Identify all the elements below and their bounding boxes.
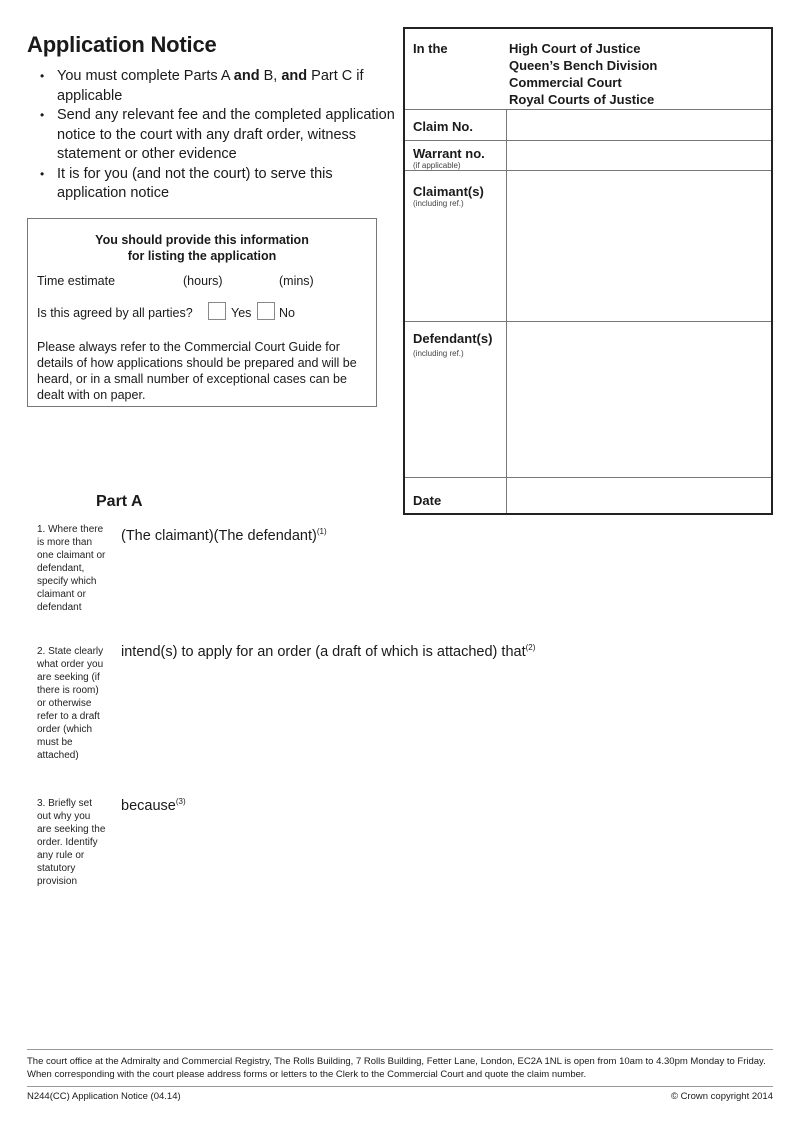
instruction-item: • It is for you (and not the court) to serve this application notice: [38, 165, 398, 204]
commercial-court-guide-note: Please always refer to the Commercial Court Guide for details of how applications should be prepared and will be heard, or in a small number of exceptional cases can be dealt with on paper.: [37, 340, 357, 402]
listing-heading-line: for listing the application: [127, 249, 277, 263]
hours-field-label[interactable]: (hours): [183, 274, 223, 288]
footer-divider: [27, 1049, 773, 1050]
court-name-line: Commercial Court: [509, 75, 622, 90]
statement-1-text: (The claimant)(The defendant): [121, 527, 317, 544]
footnote-ref-2: (2): [525, 643, 536, 652]
in-the-label: In the: [413, 41, 448, 56]
footer-divider: [27, 1086, 773, 1087]
claimants-field[interactable]: [507, 171, 771, 321]
warrant-no-label: Warrant no.: [413, 146, 485, 161]
no-label: No: [279, 306, 295, 320]
court-name: [509, 40, 657, 108]
footnote-ref-3: (3): [175, 797, 186, 806]
court-name-line: High Court of Justice: [509, 41, 641, 56]
defendants-field[interactable]: [507, 322, 771, 477]
defendants-label: Defendant(s): [413, 331, 493, 346]
instructions-list: [38, 67, 398, 204]
statement-3: [121, 797, 186, 814]
date-field[interactable]: [507, 478, 771, 513]
listing-info-box: [27, 218, 377, 407]
instruction-emphasis: and: [233, 68, 260, 84]
claim-no-label: Claim No.: [413, 119, 473, 134]
instruction-text: Part C if applicable: [57, 68, 364, 104]
claimants-sublabel: (including ref.): [413, 199, 464, 208]
date-label: Date: [413, 493, 442, 508]
statement-2: [121, 643, 535, 660]
copyright-notice: © Crown copyright 2014: [670, 1091, 773, 1102]
instruction-emphasis: and: [281, 68, 308, 84]
instruction-text: B,: [259, 68, 282, 84]
warrant-no-sublabel: (if applicable): [413, 161, 461, 170]
note-3: 3. Briefly set out why you are seeking the order. Identify any rule or statutory provision: [37, 798, 106, 887]
listing-heading-line: You should provide this information: [95, 233, 309, 247]
reasons-field[interactable]: [121, 820, 771, 1040]
court-details-box: [403, 27, 773, 515]
form-reference: N244(CC) Application Notice (04.14): [27, 1091, 181, 1102]
court-office-info: The court office at the Admiralty and Commercial Registry, The Rolls Building, 7 Rolls Building, Fetter Lane, London, EC2A 1NL is open from 10am to 4.30pm Monday to Friday. When corresponding with the court please address forms or letters to the Clerk to the Commercial Court and quote the claim number.: [27, 1056, 766, 1080]
no-checkbox[interactable]: [257, 302, 275, 320]
page-title: Application Notice: [27, 32, 217, 57]
claim-no-field[interactable]: [507, 110, 771, 140]
part-a-heading: Part A: [96, 493, 143, 510]
note-2: 2. State clearly what order you are seeking (if there is room) or otherwise refer to a draft order (which must be attached): [37, 646, 104, 761]
statement-2-text: intend(s) to apply for an order (a draft of which is attached) that: [121, 643, 526, 660]
instruction-text: You must complete Parts A: [57, 68, 234, 84]
note-1: 1. Where there is more than one claimant or defendant, specify which claimant or defendant: [37, 524, 106, 613]
instruction-item: [38, 67, 398, 106]
statement-3-text: because: [121, 797, 176, 814]
order-sought-field[interactable]: [121, 666, 771, 786]
statement-1: [121, 527, 327, 544]
listing-heading: [28, 232, 376, 264]
footnote-ref-1: (1): [316, 527, 327, 536]
court-name-line: Royal Courts of Justice: [509, 92, 655, 107]
defendants-sublabel: (including ref.): [413, 349, 464, 358]
agreed-question: Is this agreed by all parties?: [37, 306, 193, 320]
instruction-item: • Send any relevant fee and the completed application notice to the court with any draft order, witness statement or other evidence: [38, 106, 398, 165]
court-name-line: Queen’s Bench Division: [509, 58, 658, 73]
warrant-no-field[interactable]: [507, 141, 771, 170]
yes-label: Yes: [231, 306, 252, 320]
time-estimate-label: Time estimate: [37, 274, 116, 288]
mins-field-label[interactable]: (mins): [279, 274, 314, 288]
applicant-field[interactable]: [121, 550, 771, 630]
claimants-label: Claimant(s): [413, 184, 484, 199]
yes-checkbox[interactable]: [208, 302, 226, 320]
